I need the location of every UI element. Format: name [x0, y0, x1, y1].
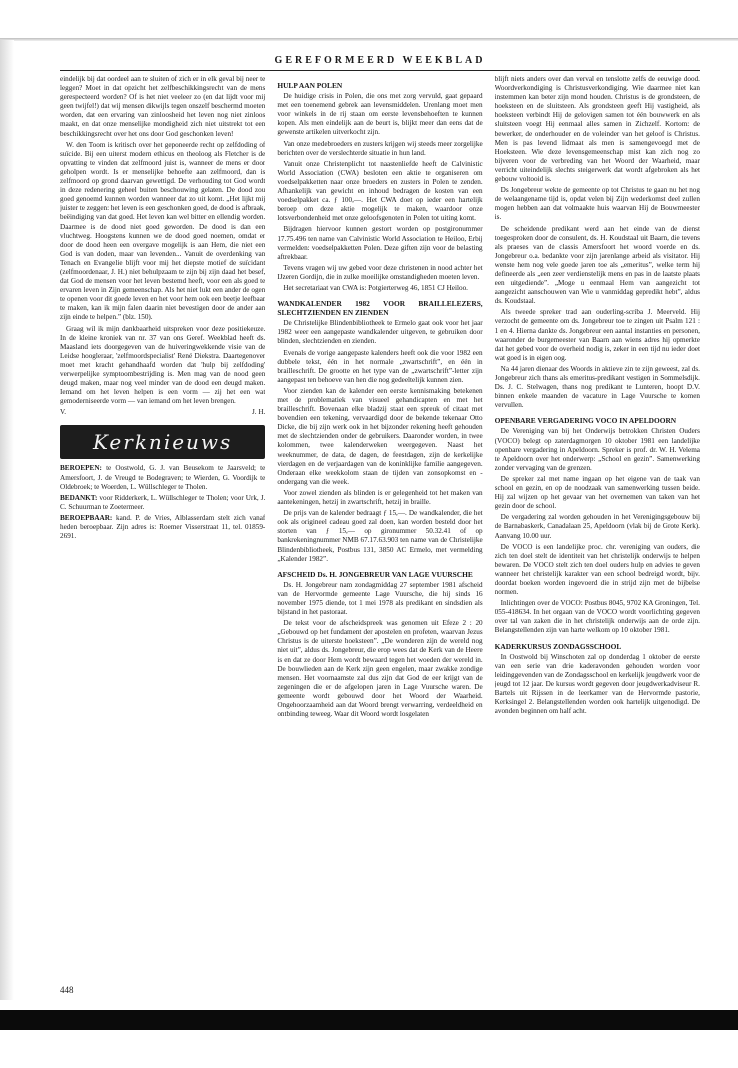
- notice-text: te Oostwold, G. J. van Beusekom te Jaarsveld; te Amersfoort, J. de Vreugd te Bodegraven; te Wierden, G. Voordijk te Oldebroek; te Woerden, L. Wüllschleger te Tholen.: [60, 464, 266, 491]
- paragraph: eindelijk bij dat oordeel aan te sluiten of zich er in elk geval bij neer te leggen? Moet in dat opzicht het zelfbeschikkingsrecht van de mens gerespecteerd worden? Of is het niet veeleer zo (en dat lijdt voor mij geen twijfel!) dat wij mensen dikwijls tegen onszelf beschermd moeten worden, dat een ervaring van zinloosheid het leven nog niet zinloos maakt, en dat onze menselijke mondigheid zich niet uitstrekt tot een beschikkingsrecht over het ons door God geschonken leven!: [60, 75, 266, 138]
- section-heading: AFSCHEID Ds. H. JONGEBREUR VAN LAGE VUURSCHE: [277, 569, 473, 579]
- column-right: [495, 75, 700, 975]
- notice-text: voor Ridderkerk, L. Wüllschleger te Tholen; voor Urk, J. C. Schuurman te Zoetermeer.: [60, 493, 266, 511]
- paragraph: Tevens vragen wij uw gebed voor deze christenen in nood achter het IJzeren Gordijn, die in zulke moeilijke omstandigheden moeten leven.: [277, 263, 483, 281]
- paragraph: Graag wil ik mijn dankbaarheid uitspreken voor deze positiekeuze. In de kleine kroniek van nr. 37 van ons Geref. Weekblad heeft ds. Maasland iets doorgegeven van de huiveringwekkende visie van de Leidse hoogleraar, 'zelfmoordspecialist' René Diekstra. Daartegenover moet met kracht gehandhaafd worden dat 'hulp bij zelfdoding' verwerpelijke symptoombestrijding is. Men mag van de nood geen deugd maken, maar nog veel minder van de dood een deugd maken. Iemand om het leven helpen is een vorm — zij het een wat gemoderniseerde vorm — van iemand om het leven brengen.: [60, 324, 266, 406]
- paragraph: Evenals de vorige aangepaste kalenders heeft ook die voor 1982 een dubbele tekst, één in het normale „zwartschrift”, en één in brailleschrift. De grootte en het type van de „zwartschrift”-letter zijn aangepast ten behoeve van hen die nog gedeeltelijk kunnen zien.: [277, 348, 483, 384]
- paragraph: De Vereniging van bij het Onderwijs betrokken Christen Ouders (VOCO) belegt op zaterdagmorgen 10 oktober 1981 een landelijke openbare vergadering in Apeldoorn. Spreker is prof. dr. W. H. Velema te Apeldoorn over het onderwerp: „School en gezin”. Samenwerking zonder vervaging van de grenzen.: [494, 427, 700, 472]
- scan-edge-bottom: [0, 1010, 738, 1030]
- paragraph: De scheidende predikant werd aan het einde van de dienst toegesproken door de consulent, ds. H. Koudstaal uit Baarn, die tevens als praeses van de classis Amersfoort het woord voerde en ds. Jongebreur o.a. bedankte voor zijn jarenlange arbeid als visitator. Hij wenste hem nog vele goede jaren toe als „emeritus”, welke term hij defineerde als „een zeer verdienstelijk mens en pas in de laatste plaats een uitgediende”. „Moge u eenmaal Hem van aangezicht tot aangezicht aanschouwen van Wie u vanmiddag gepredikt hebt”, aldus ds. Koudstaal.: [494, 224, 700, 306]
- paragraph: De huidige crisis in Polen, die ons met zorg vervuld, gaat gepaard met een toenemend gebrek aan levensmiddelen. Urenlang moet men voor winkels in de rij staan om eerste levensbehoeften te kunnen kopen. Als men eindelijk aan de beurt is, blijkt meer dan eens dat de gewenste artikelen uitverkocht zijn.: [277, 92, 483, 137]
- paragraph: In Oostwold bij Winschoten zal op donderdag 1 oktober de eerste van een serie van drie kaderavonden gehouden worden voor leidinggevenden van de Zondagsschool en kerkelijk jeugdwerk voor de jeugd tot 12 jaar. De kursus wordt gegeven door jeugdwerkadviseur R. Bartels uit Rijssen in de leerkamer van de Hervormde pastorie, Kerksingel 2. Belangstellenden worden ook hartelijk uitgenodigd. De avonden beginnen om half acht.: [494, 652, 700, 716]
- paragraph: Vanuit onze Christenplicht tot naastenliefde heeft de Calvinistic World Association (CWA) besloten een aktie te organiseren om voedselpakketten naar onze broeders en zusters in Polen te zenden. Afhankelijk van gewicht en inhoud bedragen de kosten van een voedselpakket ca. ƒ 100,—. Het CWA doet op ieder een hartelijk beroep om deze aktie mogelijk te maken, waardoor onze lotsverbondenheid met onze geloofsgenoten in Polen tot uiting komt.: [277, 159, 483, 223]
- paragraph: Het secretariaat van CWA is: Potgierterweg 46, 1851 CJ Heiloo.: [283, 283, 468, 292]
- signature-line: [60, 408, 265, 417]
- paragraph: De vergadering zal worden gehouden in het Verenigingsgebouw bij de Barnabaskerk, Canadalaan 25, Apeldoorn (vlak bij de Grote Kerk). Aanvang 10.00 uur.: [494, 513, 700, 540]
- paragraph: Voor zowel zienden als blinden is er gelegenheid tot het maken van aantekeningen, hetzij in zwartschrift, hetzij in braille.: [277, 488, 483, 507]
- columns: [60, 75, 700, 975]
- section-heading: OPENBARE VERGADERING VOCO IN APELDOORN: [494, 416, 677, 426]
- column-middle: [277, 75, 482, 975]
- paragraph: Bijdragen hiervoor kunnen gestort worden op postgironummer 17.75.496 ten name van Calvinistic World Association te Heiloo, Erbij vermelden: voedselpakketten Polen. Deze giften zijn voor de belasting aftrekbaar.: [277, 225, 483, 261]
- paragraph: De prijs van de kalender bedraagt ƒ 15,—. De wandkalender, die het ook als origineel cadeau goed zal doen, kan worden besteld door het storten van ƒ 15,— op gironummer 50.32.41 of op bankrekeningnummer NMB 67.17.63.903 ten name van de Christelijke Blindenbibliotheek, Postbus 131, 3850 AC Ermelo, met vermelding „Kalender 1982”.: [277, 509, 483, 563]
- notice-label: BEROEPBAAR:: [60, 513, 113, 522]
- notice-item: [60, 494, 265, 512]
- church-notices: [60, 464, 265, 541]
- paragraph: Ds. H. Jongebreur nam zondagmiddag 27 september 1981 afscheid van de Hervormde gemeente Lage Vuursche, die hij sinds 16 november 1975 diende, tot 1 mei 1978 als predikant en sindsdien als bijstand in het pastoraat.: [277, 580, 483, 617]
- paragraph: Voor zienden kan de kalender een eerste kennismaking betekenen met de problematiek van visueel gehandicapten en met het brailleschrift. Bovenaan elke bladzij staat een spreuk of citaat met bovendien een tekening, vervaardigd door de bekende tekenaar Otto Dicke, die bij zijn werk ook in het bijzonder rekening heeft gehouden met de slechtzienden onder de gebruikers. Daaronder worden, in twee kolommen, twee kalenderweken weergegeven. Naast het weeknummer, de data, de dagen, de feestdagen, zijn de kerkelijke vierdagen en de verjaardagen van de koninklijke familie aangegeven. Onderaan elke weekkolom staan de tijden van zonsopkomst en -ondergang van die week.: [277, 386, 483, 486]
- paragraph: De tekst voor de afscheidspreek was genomen uit Efeze 2 : 20 „Gebouwd op het fundament der apostelen en profeten, waarvan Jezus Christus is de uiterste hoeksteen”. „De wonderen zijn de wereld nog niet uit”, aldus ds. Jongebreur, die erop wees dat de Kerk van de Heere is en dat ze door Hem wordt bewaard tegen het woeden der wereld in. De bouwlieden aan de Kerk zijn geen engelen, maar zwakke zondige mensen. Het voornaamste zal dus zijn dat God de eer krijgt van de zegeningen die er de afgelopen jaren in Lage Vuursche waren. De gemeente wordt gebouwd door het Woord der Waarheid. Ongehoorzaamheid aan dat Woord brengt verwarring, verdeeldheid en ontbinding teweeg. Waar dit Woord wordt losgelaten: [277, 619, 483, 719]
- paragraph: Na 44 jaren dienaar des Woords in aktieve zin te zijn geweest, zal ds. Jongebreur zich thans als emeritus-predikant vestigen in Sommelsdijk. Ds. J. C. Stelwagen, thans nog predikant te Lunteren, hoopt D.V. binnen enkele maanden de vacature in Lage Vuursche te komen vervullen.: [494, 364, 700, 410]
- notice-label: BEROEPEN:: [60, 464, 102, 473]
- signature-right: J. H.: [251, 408, 266, 417]
- paragraph: De spreker zal met name ingaan op het eigene van de taak van school en gezin, en op de noodzaak van samenwerking tussen beide. Hij zal wijzen op het gevaar van het overnemen van taken van het gezin door de school.: [494, 474, 700, 511]
- scan-edge-top: [0, 38, 738, 41]
- paragraph: Als tweede spreker trad aan ouderling-scriba J. Meerveld. Hij verzocht de gemeente om ds. Jongebreur toe te zingen uit Psalm 121 : 1 en 4. Hierna dankte ds. Jongebreur een aantal instanties en personen, waaronder de burgemeester van Baarn aan wiens adres hij opmerkte dat het gebed voor de overheid nodig is, zeker in een tijd nu ieder doet wat goed is in eigen oog.: [494, 308, 700, 362]
- paragraph: blijft niets anders over dan verval en tenslotte zelfs de eeuwige dood. Woordverkondiging is Christusverkondiging. Wie daarmee niet kan instemmen kan beter zijn mond houden. Christus is de grondsteen, de hoeksteen en de sluitsteen. Als grondsteen geeft Hij vastigheid, als hoeksteen verbindt Hij de gelovigen samen tot één bouwwerk en als sluitsteen voegt Hij eenmaal alles samen in Zichzelf. Kortom: de bewerker, de onderhouder en de voleinder van het geloof is Christus. Men is pas levend lidmaat als men is samengevoegd met de Hoeksteen. Wie deze levensgemeenschap mist kan zich nog zo bijveren voor de verbreding van het Woord der Waarheid, maar verricht uiteindelijk slechts steigerwerk dat wordt afgebroken als het gebouw voltooid is.: [494, 75, 700, 184]
- section-heading: WANDKALENDER 1982 VOOR BRAILLELEZERS, SLECHTZIENDEN EN ZIENDEN: [277, 299, 483, 318]
- running-head: GEREFORMEERD WEEKBLAD: [60, 55, 700, 71]
- kerknieuws-banner: Kerknieuws: [60, 425, 265, 459]
- scan-edge-left: [0, 40, 14, 1000]
- section-heading: HULP AAN POLEN: [277, 81, 343, 90]
- paragraph: De VOCO is een landelijke proc. chr. vereniging van ouders, die zich ten doel stelt de identiteit van het christelijk onderwijs te helpen bewaren. De VOCO stelt zich ten doel ouders hulp en advies te geven wanneer het christelijk karakter van een school bedreigd wordt, bijv. doordat boeken worden ingevoerd die in strijd zijn met de bijbelse normen.: [494, 542, 700, 597]
- paragraph: W. den Toom is kritisch over het geponeerde recht op zelfdoding of suïcide. Bij een uiterst modern ethicus en theoloog als Fletcher is de opvatting te vinden dat zelfmoord juist is, wanneer de mens er door geholpen wordt. Is er menselijke behoefte aan zelfmoord, dan is zelfmoord op grond daarvan gewettigd. De verhouding tot God wordt in deze redenering geheel buiten beschouwing gelaten. De dood zou goed genoemd kunnen worden wanneer dat zo uit komt. „Het lijkt mij juister te zeggen: het leven is een geschonken goed, de dood is afbraak, beëindiging van dat goed. Het leven kan wel bitter en ellendig worden. Daarmee is de dood niet goed geworden. De dood is dan een vluchtweg. Hoogstens kunnen we de dood goed noemen, omdat er door de dood heen een overgave mogelijk is aan Hem, die niet een God is van doden, maar van levenden... Vanuit de overdenking van Tenach en Evangelie blijft voor mij het diepste motief de suïcidant (zelfmoordenaar, J. H.) niet behulpzaam te zijn bij zijn daad het besef, dat God de mensen voor het leven bestemd heeft, voor een als goed te ervaren leven in Zijn gemeenschap. Als het niet lukt een ander de ogen te openen voor dit goede leven en het voor hem ook een beetje leefbaar te maken, kan ik mijn falen daarin niet bevestigen door de ander aan zijn einde te helpen.” (blz. 150).: [60, 140, 266, 322]
- notice-text: kand. P. de Vries, Alblasserdam stelt zich vanaf heden beroepbaar. Zijn adres is: Roemer Visserstraat 11, tel. 01859-2691.: [60, 513, 266, 541]
- section-heading: KADERKURSUS ZONDAGSSCHOOL: [494, 641, 622, 651]
- notice-label: BEDANKT:: [60, 493, 98, 502]
- page-number: 448: [60, 985, 74, 995]
- paragraph: Ds Jongebreur wekte de gemeente op tot Christus te gaan nu het nog de welaangename tijd is, opdat velen bij Zijn wederkomst deel zullen mogen hebben aan dat volmaakte huis waarvan Hij de Bouwmeester is.: [494, 186, 700, 222]
- newspaper-page: [60, 55, 700, 1005]
- paragraph: Inlichtingen over de VOCO: Postbus 8045, 9702 KA Groningen, Tel. 055-418634. In het orgaan van de VOCO wordt voorlichting gegeven over tal van zaken die in het christelijk onderwijs aan de orde zijn. Belangstellenden zijn van harte welkom op 10 oktober 1981.: [494, 599, 700, 635]
- signature-left: V.: [60, 408, 67, 417]
- paragraph: Van onze medebroeders en zusters krijgen wij steeds meer zorgelijke berichten over de verslechterde situatie in hun land.: [277, 139, 483, 157]
- column-left: [60, 75, 265, 975]
- paragraph: De Christelijke Blindenbibliotheek te Ermelo gaat ook voor het jaar 1982 weer een aangepaste wandkalender uitgeven, te gebruiken door blinden, slechtzienden en zienden.: [277, 319, 483, 346]
- notice-item: [60, 464, 265, 491]
- notice-item: [60, 514, 265, 541]
